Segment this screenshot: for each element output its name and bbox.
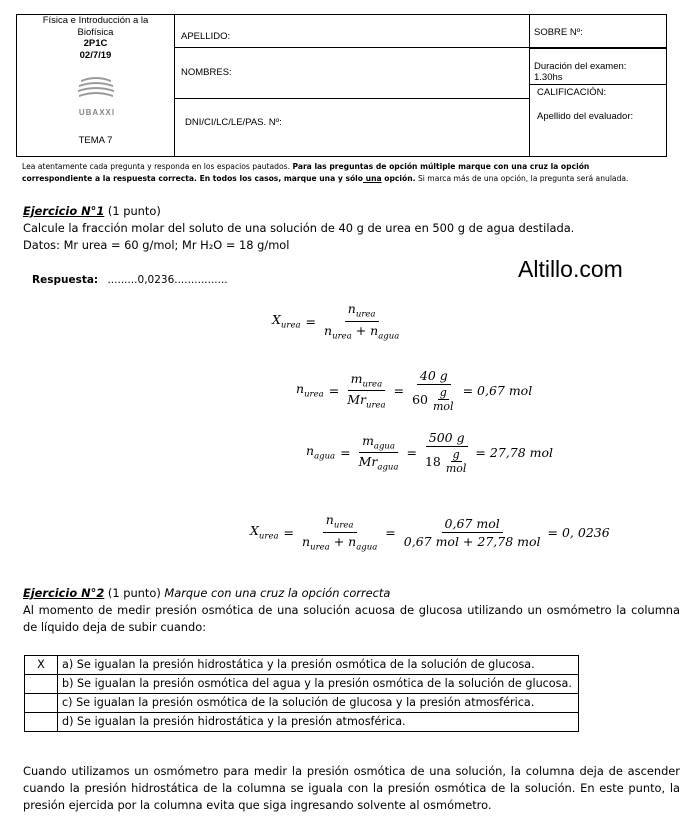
formula-n-urea: $n_{urea}$ = $\frac{m_{urea}}{Mr_{urea}}$ = 40 g 60 $\frac{g}{\text{mol}}$ = 0,67 mol [296, 368, 533, 413]
formula-n-agua: $n_{agua}$ = $\frac{m_{agua}}{Mr_{agua}}$ = 500 g 18 $\frac{g}{\text{mol}}$ = 27,78 mol [306, 430, 554, 475]
ejercicio-1 [23, 203, 683, 254]
ejercicio-2-instruction: Marque con una cruz la opción correcta [164, 586, 391, 600]
ejercicio-1-datos: Datos: Mr urea = 60 g/mol; Mr H₂O = 18 g/mol [23, 238, 290, 252]
sobre-label: SOBRE Nº: [534, 27, 583, 38]
option-text: b) Se igualan la presión osmótica del agua y la presión osmótica de la solución de glucosa. [58, 675, 579, 694]
instructions [22, 161, 677, 185]
option-text: d) Se igualan la presión hidrostática y la presión atmosférica. [58, 713, 579, 732]
formula-x-urea: $X_{urea}$ = $\frac{n_{urea}}{n_{urea} + n_{agua}}$ [272, 301, 400, 341]
ejercicio-2-title: Ejercicio N°2 [23, 586, 105, 600]
ejercicio-1-statement: Calcule la fracción molar del soluto de una solución de 40 g de urea en 500 g de agua destilada. [23, 221, 575, 235]
instructions-text-2: Si marca más de una opción, la pregunta será anulada. [417, 174, 629, 183]
option-mark[interactable]: X [25, 656, 58, 675]
header-divider [529, 14, 530, 157]
instructions-underline: una [363, 174, 382, 183]
tema-label: TEMA 7 [78, 135, 113, 146]
watermark: Altillo.com [518, 256, 623, 282]
calificacion-label: CALIFICACIÓN: [537, 87, 607, 98]
ejercicio-1-points: (1 punto) [104, 204, 161, 218]
option-row[interactable] [25, 675, 579, 694]
ejercicio-1-title: Ejercicio N°1 [23, 204, 105, 218]
evaluador-label: Apellido del evaluador: [537, 111, 634, 122]
apellido-label: APELLIDO: [181, 31, 231, 42]
exam-date: 02/7/19 [79, 49, 112, 61]
course-info [17, 15, 174, 61]
logo-text: UBAXXI [78, 108, 116, 117]
dni-label: DNI/CI/LC/LE/PAS. Nº: [185, 117, 282, 128]
formula-x-urea-result: $X_{urea}$ = $\frac{n_{urea}}{n_{urea} + n_{agua}}$ = $\frac{\text{0,67 mol}}{\text{0,67 mol + 27,78 mol}}$ = 0, 0236 [250, 512, 610, 552]
result-x-urea: = 0, 0236 [547, 524, 610, 540]
respuesta [32, 274, 228, 286]
course-title: Física e Introducción a la [42, 15, 149, 26]
header-divider [529, 48, 667, 49]
duracion-label [534, 61, 626, 83]
header-divider [174, 14, 175, 157]
options-table [24, 655, 579, 732]
duracion-text: Duración del examen: [534, 61, 627, 72]
instructions-bold-3: opción. [381, 174, 416, 183]
ubaxxi-logo [73, 76, 119, 106]
ejercicio-2-points: (1 punto) [104, 586, 165, 600]
result-n-urea: = 0,67 mol [462, 383, 533, 398]
respuesta-label: Respuesta: [32, 274, 99, 286]
nombres-label: NOMBRES: [181, 67, 232, 78]
ejercicio-2-statement: Al momento de medir presión osmótica de una solución acuosa de glucosa utilizando un osmómetro la columna de líquido deja de subir cuando: [23, 603, 680, 634]
header-divider [174, 98, 529, 99]
course-title-2: Biofísica [77, 26, 114, 38]
instructions-bold: Para las preguntas de opción múltiple marque con una cruz la opción [292, 162, 590, 171]
header-divider [529, 84, 667, 85]
option-row[interactable] [25, 656, 579, 675]
explanation: Cuando utilizamos un osmómetro para medir la presión osmótica de una solución, la columna deja de ascender cuando la presión hidrostática de la columna se iguala con la presión osmótica de la solución. En este punto, la presión ejercida por la columna evita que siga ingresando solvente al osmómetro. [23, 764, 680, 812]
option-mark[interactable] [25, 694, 58, 713]
instructions-bold-2: correspondiente a la respuesta correcta. En todos los casos, marque una y sólo [22, 174, 364, 183]
option-text: a) Se igualan la presión hidrostática y la presión osmótica de la solución de glucosa. [58, 656, 579, 675]
option-row[interactable] [25, 713, 579, 732]
option-mark[interactable] [25, 713, 58, 732]
ejercicio-2 [23, 585, 680, 636]
respuesta-value: .........0,0236................ [107, 274, 228, 286]
option-mark[interactable] [25, 675, 58, 694]
duracion-value: 1.30hs [534, 72, 563, 83]
option-text: c) Se igualan la presión osmótica de la solución de glucosa y la presión atmosférica. [58, 694, 579, 713]
course-code: 2P1C [83, 38, 108, 49]
instructions-text: Lea atentamente cada pregunta y responda en los espacios pautados. [22, 162, 291, 171]
option-row[interactable] [25, 694, 579, 713]
result-n-agua: = 27,78 mol [475, 445, 554, 460]
ubaxxi-logo-icon [73, 76, 119, 106]
